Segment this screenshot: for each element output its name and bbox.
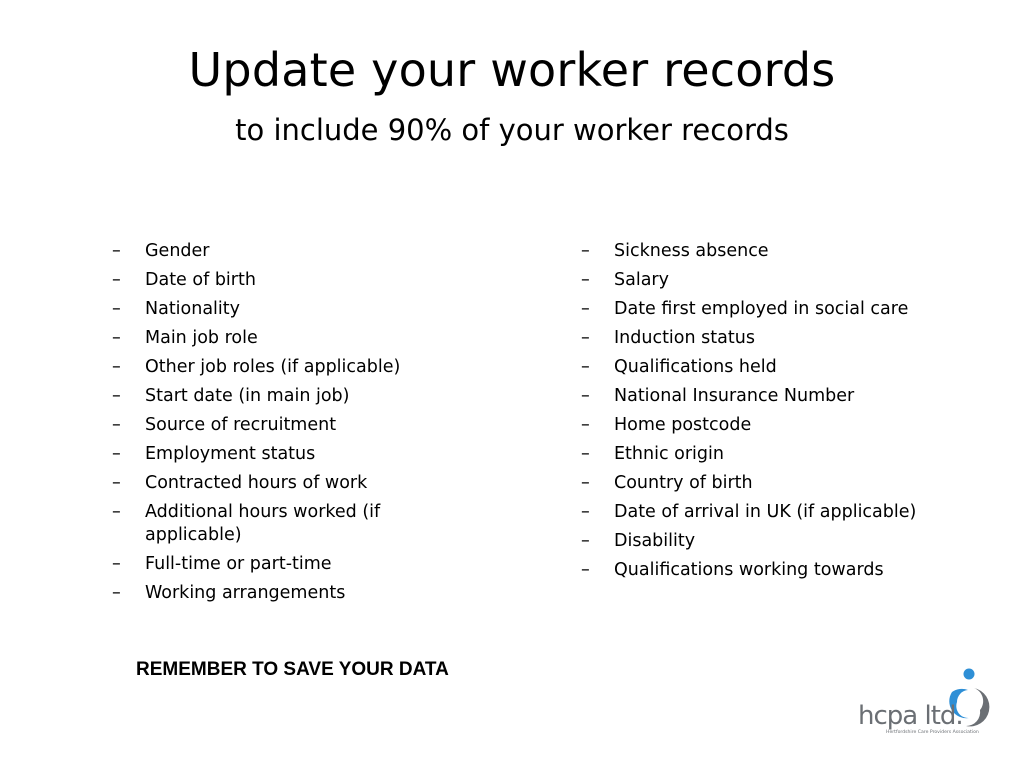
bullet-dash: – [112,299,121,319]
list-item [112,269,442,292]
list-item [112,582,442,605]
list-item-text: Contracted hours of work [145,473,368,493]
list-item [581,443,1001,466]
list-item [581,327,1001,350]
list-item [112,385,442,408]
list-item [112,356,442,379]
bullet-dash: – [112,415,121,435]
bullet-dash: – [581,386,590,406]
list-item [581,472,1001,495]
logo-name: hcpa ltd. [858,701,963,731]
list-item [581,385,1001,408]
bullet-dash: – [112,554,121,574]
right-bullet-list [581,240,1001,588]
bullet-dash: – [581,357,590,377]
list-item [112,298,442,321]
list-item [581,414,1001,437]
list-item-text: Full-time or part-time [145,554,332,574]
list-item-text: Qualifications held [614,357,777,377]
hcpa-logo [856,666,994,740]
list-item-text: Sickness absence [614,241,769,261]
bullet-dash: – [581,473,590,493]
list-item-text: Date of arrival in UK (if applicable) [614,502,917,522]
list-item [112,553,442,576]
bullet-dash: – [581,444,590,464]
list-item-text: Qualifications working towards [614,560,884,580]
logo-dot-icon [964,669,975,680]
list-item [581,356,1001,379]
bullet-dash: – [581,502,590,522]
bullet-dash: – [112,328,121,348]
bullet-dash: – [581,415,590,435]
list-item [112,414,442,437]
list-item-text: Start date (in main job) [145,386,350,406]
list-item-text: Gender [145,241,210,261]
list-item-text: Other job roles (if applicable) [145,357,401,377]
bullet-dash: – [112,502,121,522]
bullet-dash: – [581,241,590,261]
list-item [112,443,442,466]
list-item-text: Nationality [145,299,241,319]
list-item-text: Source of recruitment [145,415,337,435]
list-item [112,327,442,350]
bullet-dash: – [581,560,590,580]
bullet-dash: – [112,444,121,464]
bullet-dash: – [112,270,121,290]
logo-grey-arc-icon [966,688,989,726]
list-item [581,530,1001,553]
list-item [112,240,442,263]
list-item [581,559,1001,582]
bullet-dash: – [581,531,590,551]
list-item-text: Disability [614,531,696,551]
bullet-dash: – [112,357,121,377]
bullet-dash: – [581,328,590,348]
logo-tagline: Hertfordshire Care Providers Association [886,730,979,735]
list-item [581,269,1001,292]
list-item-text: Working arrangements [145,583,346,603]
bullet-dash: – [581,299,590,319]
list-item-text: Date first employed in social care [614,299,909,319]
list-item-text: Additional hours worked (if applicable) [145,502,381,545]
bullet-dash: – [112,241,121,261]
list-item-text: National Insurance Number [614,386,855,406]
save-reminder: REMEMBER TO SAVE YOUR DATA [136,659,449,680]
list-item-text: Ethnic origin [614,444,724,464]
list-item-text: Home postcode [614,415,752,435]
slide-subtitle: to include 90% of your worker records [235,113,789,147]
left-bullet-list [112,240,442,611]
bullet-dash: – [581,270,590,290]
bullet-dash: – [112,473,121,493]
slide-title: Update your worker records [188,43,836,97]
list-item-text: Salary [614,270,669,290]
list-item-text: Induction status [614,328,755,348]
list-item [112,501,442,547]
list-item [112,472,442,495]
bullet-dash: – [112,583,121,603]
list-item-text: Employment status [145,444,316,464]
list-item [581,501,1001,524]
bullet-dash: – [112,386,121,406]
list-item-text: Date of birth [145,270,256,290]
list-item-text: Country of birth [614,473,753,493]
list-item [581,240,1001,263]
list-item-text: Main job role [145,328,258,348]
list-item [581,298,1001,321]
